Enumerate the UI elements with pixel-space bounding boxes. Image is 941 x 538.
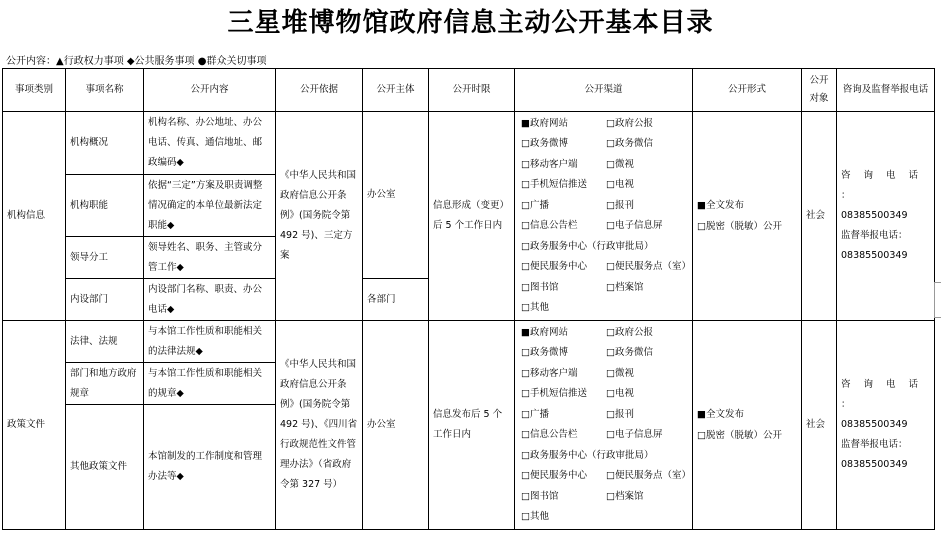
- channel-option: □其他: [521, 302, 549, 313]
- item-content-cell: 机构名称、办公地址、办公电话、传真、通信地址、邮政编码◆: [144, 112, 276, 175]
- item-content-cell: 依据“三定”方案及职责调整情况确定的本单位最新法定职能◆: [144, 175, 276, 237]
- channel-option: □信息公告栏: [521, 220, 578, 231]
- item-name-cell: 机构概况: [66, 112, 144, 175]
- contact-supervise-label: 监督举报电话：: [841, 230, 908, 241]
- channel-option: □政府公报: [606, 117, 653, 129]
- channel-cell: [515, 321, 693, 530]
- channel-option: □档案馆: [606, 490, 644, 502]
- channel-option: □微视: [606, 367, 634, 379]
- item-name-cell: 法律、法规: [66, 321, 144, 363]
- item-content-cell: 与本馆工作性质和职能相关的规章◆: [144, 363, 276, 405]
- channel-option: □电子信息屏: [606, 220, 663, 231]
- time-cell: 信息发布后 5 个工作日内: [429, 321, 515, 530]
- category-cell: 机构信息: [3, 112, 66, 321]
- item-name-cell: 机构职能: [66, 175, 144, 237]
- contact-supervise-label: 监督举报电话：: [841, 439, 908, 450]
- form-redact: □脱密（脱敏）公开: [697, 221, 782, 232]
- channel-option: □图书馆: [521, 281, 559, 293]
- contact-consult-label: 咨 询 电 话 ：: [841, 170, 924, 201]
- channel-option: □手机短信推送: [521, 388, 587, 399]
- channel-option: □报刊: [606, 199, 634, 211]
- header-content: 公开内容: [144, 69, 276, 112]
- channel-option: □政务微博: [521, 138, 568, 149]
- channel-option: ■政府网站: [521, 117, 568, 129]
- item-content-cell: 内设部门名称、职责、办公电话◆: [144, 279, 276, 321]
- header-subject: 公开主体: [363, 69, 429, 112]
- contact-phone: 08385500349: [841, 210, 908, 221]
- audience-cell: 社会: [802, 112, 837, 321]
- contact-phone: 08385500349: [841, 250, 908, 261]
- contact-phone: 08385500349: [841, 459, 908, 470]
- channel-option: □其他: [521, 511, 549, 522]
- header-row: [3, 69, 935, 112]
- header-audience: 公开对象: [802, 69, 837, 112]
- channel-option: □便民服务点（室）: [606, 470, 691, 481]
- channel-option: □政务服务中心（行政审批局）: [521, 449, 654, 461]
- header-category: 事项类别: [3, 69, 66, 112]
- channel-cell: [515, 112, 693, 321]
- scroll-handle[interactable]: [934, 282, 941, 318]
- basis-cell: 《中华人民共和国政府信息公开条例》(国务院令第 492 号)、三定方案: [276, 112, 363, 321]
- channel-option: □电视: [606, 388, 634, 399]
- time-cell: 信息形成（变更）后 5 个工作日内: [429, 112, 515, 321]
- channel-option: □广播: [521, 199, 549, 211]
- basis-cell: 《中华人民共和国政府信息公开条例》(国务院令第 492 号)、《四川省行政规范性文件管理办法》（省政府令第 327 号）: [276, 321, 363, 530]
- channel-option: □手机短信推送: [521, 179, 587, 190]
- contact-cell: [837, 321, 935, 530]
- channel-option: □图书馆: [521, 490, 559, 502]
- item-name-cell: 其他政策文件: [66, 405, 144, 530]
- channel-option: □微视: [606, 158, 634, 170]
- header-item-name: 事项名称: [66, 69, 144, 112]
- table-row: [3, 112, 935, 175]
- channel-option: □电视: [606, 179, 634, 190]
- category-cell: 政策文件: [3, 321, 66, 530]
- header-channel: 公开渠道: [515, 69, 693, 112]
- channel-option: □移动客户端: [521, 367, 578, 379]
- header-form: 公开形式: [693, 69, 802, 112]
- channel-option: □档案馆: [606, 281, 644, 293]
- contact-consult-label: 咨 询 电 话 ：: [841, 379, 924, 410]
- form-redact: □脱密（脱敏）公开: [697, 430, 782, 441]
- subject-cell: 办公室: [363, 112, 429, 279]
- channel-option: □便民服务中心: [521, 470, 587, 481]
- channel-option: □广播: [521, 408, 549, 420]
- contact-cell: [837, 112, 935, 321]
- channel-option: □政务微信: [606, 138, 653, 149]
- item-content-cell: 领导姓名、职务、主管或分管工作◆: [144, 237, 276, 279]
- subject-cell: 办公室: [363, 321, 429, 530]
- item-content-cell: 与本馆工作性质和职能相关的法律法规◆: [144, 321, 276, 363]
- item-name-cell: 内设部门: [66, 279, 144, 321]
- channel-option: □便民服务中心: [521, 261, 587, 272]
- channel-option: ■政府网站: [521, 326, 568, 338]
- channel-option: □电子信息屏: [606, 429, 663, 440]
- channel-option: □信息公告栏: [521, 429, 578, 440]
- item-name-cell: 部门和地方政府规章: [66, 363, 144, 405]
- header-basis: 公开依据: [276, 69, 363, 112]
- table-row: [3, 321, 935, 363]
- form-full-text: ■全文发布: [697, 200, 744, 211]
- contact-phone: 08385500349: [841, 419, 908, 430]
- channel-option: □报刊: [606, 408, 634, 420]
- channel-option: □政务微博: [521, 347, 568, 358]
- channel-option: □便民服务点（室）: [606, 261, 691, 272]
- form-cell: [693, 321, 802, 530]
- page-title: 三星堆博物馆政府信息主动公开基本目录: [227, 8, 714, 38]
- channel-option: □政务微信: [606, 347, 653, 358]
- form-cell: [693, 112, 802, 321]
- channel-option: □移动客户端: [521, 158, 578, 170]
- item-name-cell: 领导分工: [66, 237, 144, 279]
- channel-list: [519, 114, 691, 319]
- header-time: 公开时限: [429, 69, 515, 112]
- channel-list: [519, 323, 691, 528]
- catalog-table: [2, 68, 935, 530]
- channel-option: □政务服务中心（行政审批局）: [521, 240, 654, 252]
- channel-option: □政府公报: [606, 326, 653, 338]
- form-full-text: ■全文发布: [697, 409, 744, 420]
- subject-cell: 各部门: [363, 279, 429, 321]
- item-content-cell: 本馆制发的工作制度和管理办法等◆: [144, 405, 276, 530]
- legend: 公开内容：▲行政权力事项 ◆公共服务事项 ●群众关切事项: [6, 56, 267, 67]
- header-contact: 咨询及监督举报电话: [837, 69, 935, 112]
- audience-cell: 社会: [802, 321, 837, 530]
